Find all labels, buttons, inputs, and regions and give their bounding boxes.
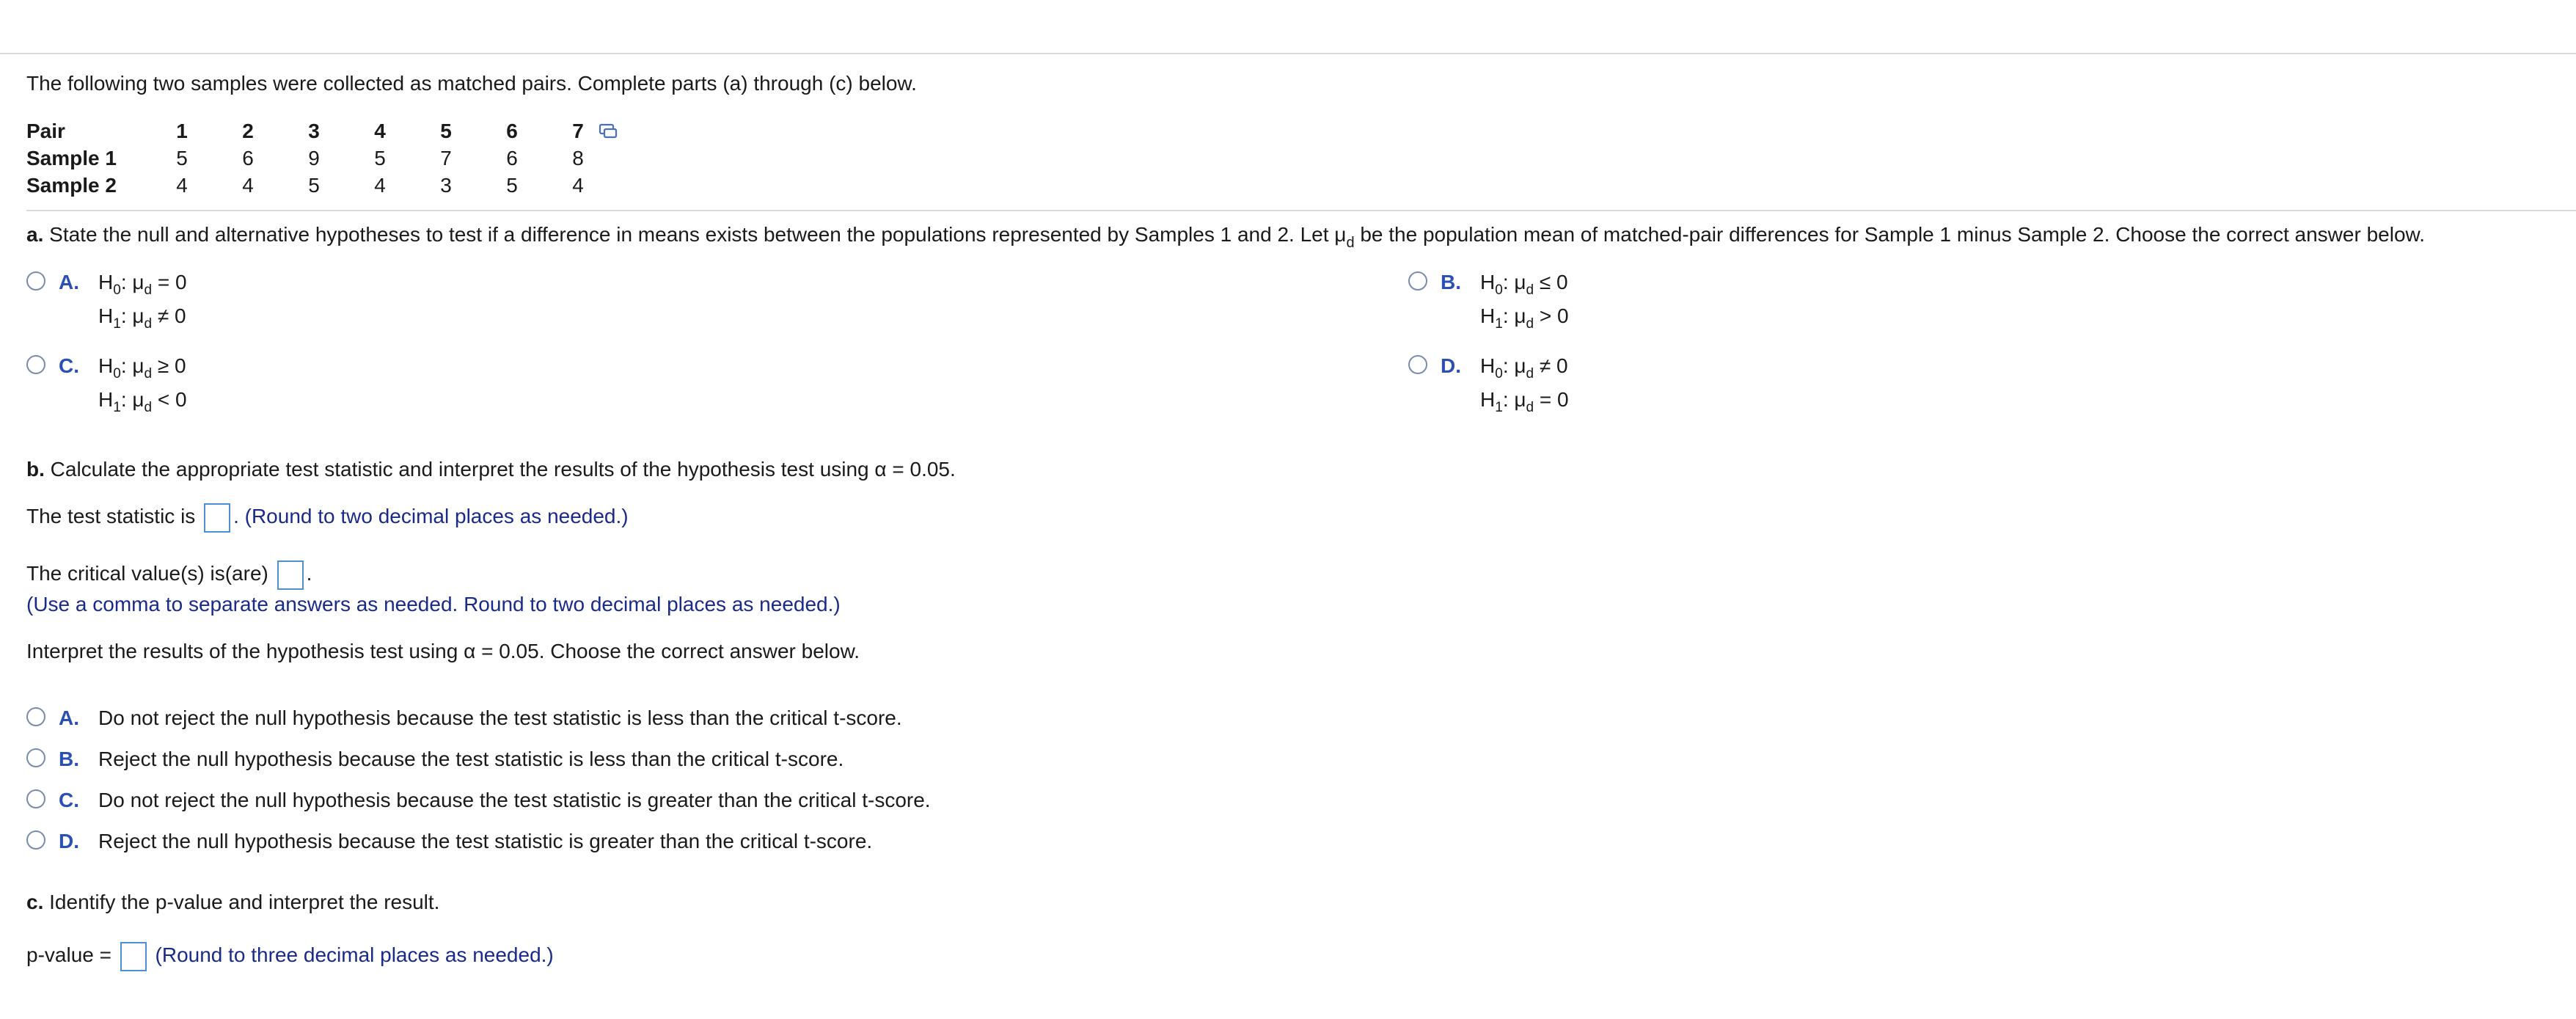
- mu-symbol: μ: [132, 271, 144, 293]
- alternative-hypothesis: $H_1$: $\mu_d \ne 0$: [98, 304, 186, 332]
- p-value-hint: (Round to three decimal places as needed.): [155, 943, 554, 966]
- h1-sub: 1: [113, 316, 121, 332]
- part-a-option-a[interactable]: [26, 266, 466, 339]
- mu-symbol: μ: [132, 354, 144, 377]
- part-c-letter: c.: [26, 891, 44, 913]
- option-letter: B.: [1441, 271, 1461, 293]
- critical-value-end: .: [306, 562, 312, 585]
- part-a-option-d[interactable]: [1408, 349, 1848, 423]
- mu-subscript: d: [1526, 366, 1534, 381]
- mu-symbol: μ: [1514, 271, 1526, 293]
- test-statistic-label: The test statistic is: [26, 505, 196, 527]
- mu-subscript: d: [1346, 235, 1355, 251]
- critical-value-label: The critical value(s) is(are): [26, 562, 268, 585]
- part-b-option-c[interactable]: [26, 784, 1053, 817]
- h1-operator: ≠: [157, 304, 169, 327]
- hypothesis-pair: [98, 349, 187, 417]
- pair-cell: 4: [374, 120, 386, 142]
- part-b-letter: b.: [26, 458, 45, 481]
- radio-button[interactable]: [26, 355, 45, 374]
- mu-subscript: d: [1526, 400, 1534, 415]
- h0-operator: ≠: [1539, 354, 1551, 377]
- mu-subscript: d: [144, 282, 153, 298]
- h1-operator: =: [1539, 388, 1552, 411]
- h1-sub: 1: [113, 400, 121, 415]
- option-letter: B.: [59, 748, 79, 770]
- h1-operator: >: [1539, 304, 1552, 327]
- h0-label: H: [1480, 271, 1496, 293]
- test-statistic-hint: . (Round to two decimal places as needed.): [233, 505, 629, 527]
- radio-button[interactable]: [1408, 271, 1427, 291]
- critical-value-input[interactable]: [277, 560, 304, 590]
- h0-operator: =: [157, 271, 170, 293]
- part-b-option-d[interactable]: [26, 825, 1053, 858]
- part-a-option-b[interactable]: [1408, 266, 1848, 339]
- radio-button[interactable]: [26, 748, 45, 767]
- top-divider: [0, 53, 2576, 54]
- option-letter: A.: [59, 706, 79, 729]
- row-label-sample1: Sample 1: [26, 147, 117, 169]
- question-intro: The following two samples were collected as matched pairs. Complete parts (a) through (c) below.: [26, 72, 917, 95]
- part-c-prompt: [26, 889, 439, 916]
- h0-sub: 0: [113, 282, 121, 298]
- part-a-text-after: be the population mean of matched-pair differences for Sample 1 minus Sample 2. Choose the correct answer below.: [1354, 223, 2425, 246]
- mu-subscript: d: [1526, 316, 1534, 332]
- h1-label: H: [1480, 304, 1496, 327]
- mu-symbol: μ: [1514, 354, 1526, 377]
- row-label-sample2: Sample 2: [26, 174, 117, 197]
- test-statistic-row: [26, 500, 629, 533]
- hypothesis-pair: [1480, 349, 1569, 417]
- sample1-cell: 7: [440, 147, 452, 169]
- h1-label: H: [98, 388, 114, 411]
- radio-button[interactable]: [26, 789, 45, 808]
- mu-symbol: μ: [1334, 223, 1347, 246]
- sample2-cell: 4: [374, 174, 386, 197]
- part-a-letter: a.: [26, 223, 44, 246]
- h0-value: 0: [175, 271, 187, 293]
- part-c-text: Identify the p-value and interpret the result.: [49, 891, 440, 913]
- option-text: Do not reject the null hypothesis because the test statistic is greater than the critical t-score.: [98, 789, 931, 811]
- h1-operator: <: [157, 388, 170, 411]
- copy-data-icon[interactable]: [599, 123, 618, 139]
- pair-cell: 3: [308, 120, 320, 142]
- h0-label: H: [98, 271, 114, 293]
- option-letter: A.: [59, 271, 79, 293]
- h1-label: H: [98, 304, 114, 327]
- part-b-prompt: [26, 456, 956, 483]
- mu-subscript: d: [144, 316, 153, 332]
- sample1-cell: 5: [176, 147, 188, 169]
- sample2-cell: 5: [308, 174, 320, 197]
- h1-sub: 1: [1495, 400, 1503, 415]
- radio-button[interactable]: [26, 707, 45, 726]
- alternative-hypothesis: $H_1$: $\mu_d < 0$: [98, 388, 187, 415]
- null-hypothesis: $H_0$: $\mu_d \le 0$: [1480, 271, 1568, 298]
- pair-cell: 1: [176, 120, 188, 142]
- option-text: Do not reject the null hypothesis because the test statistic is less than the critical t-score.: [98, 706, 902, 729]
- part-a-prompt: [26, 222, 2425, 250]
- h0-sub: 0: [1495, 282, 1503, 298]
- null-hypothesis: $H_0$: $\mu_d \ge 0$: [98, 354, 186, 381]
- sample2-cell: 4: [242, 174, 254, 197]
- row-label-pair: Pair: [26, 120, 65, 142]
- section-divider: [26, 210, 2576, 211]
- pair-cell: 2: [242, 120, 254, 142]
- mu-subscript: d: [144, 366, 153, 381]
- h1-value: 0: [175, 388, 187, 411]
- hypothesis-pair: [98, 266, 187, 333]
- pair-cell: 6: [506, 120, 518, 142]
- h0-value: 0: [1556, 271, 1568, 293]
- alternative-hypothesis: $H_1$: $\mu_d = 0$: [1480, 388, 1569, 415]
- option-text: Reject the null hypothesis because the test statistic is greater than the critical t-score.: [98, 830, 873, 852]
- alternative-hypothesis: $H_1$: $\mu_d > 0$: [1480, 304, 1569, 332]
- mu-symbol: μ: [132, 388, 144, 411]
- hypothesis-pair: [1480, 266, 1569, 333]
- sample2-cell: 4: [176, 174, 188, 197]
- h0-sub: 0: [113, 366, 121, 381]
- test-statistic-input[interactable]: [204, 503, 230, 533]
- option-letter: C.: [59, 354, 79, 377]
- radio-button[interactable]: [26, 830, 45, 850]
- option-letter: D.: [59, 830, 79, 852]
- h1-value: 0: [175, 304, 186, 327]
- null-hypothesis: $H_0$: $\mu_d \ne 0$: [1480, 354, 1568, 381]
- h0-operator: ≤: [1539, 271, 1551, 293]
- sample2-cell: 5: [506, 174, 518, 197]
- h0-value: 0: [1556, 354, 1568, 377]
- p-value-input[interactable]: [120, 942, 147, 971]
- h0-value: 0: [175, 354, 186, 377]
- mu-symbol: μ: [1514, 304, 1526, 327]
- h1-label: H: [1480, 388, 1496, 411]
- mu-subscript: d: [144, 400, 153, 415]
- sample2-cell: 4: [572, 174, 584, 197]
- option-text: Reject the null hypothesis because the test statistic is less than the critical t-score.: [98, 748, 844, 770]
- sample2-cell: 3: [440, 174, 452, 197]
- radio-button[interactable]: [26, 271, 45, 291]
- critical-value-row: [26, 558, 312, 590]
- part-a-option-c[interactable]: [26, 349, 466, 423]
- mu-symbol: μ: [1514, 388, 1526, 411]
- h0-label: H: [98, 354, 114, 377]
- option-letter: C.: [59, 789, 79, 811]
- part-b-text: Calculate the appropriate test statistic and interpret the results of the hypothesis test using α = 0.05.: [50, 458, 956, 481]
- sample1-cell: 9: [308, 147, 320, 169]
- pair-cell: 7: [572, 120, 584, 142]
- part-b-option-a[interactable]: [26, 701, 1053, 735]
- p-value-label: p-value =: [26, 943, 111, 966]
- part-a-text-before: State the null and alternative hypotheses to test if a difference in means exists between the populations represented by Samples 1 and 2. Let: [49, 223, 1335, 246]
- null-hypothesis: $H_0$: $\mu_d = 0$: [98, 271, 187, 298]
- interpret-prompt: Interpret the results of the hypothesis test using α = 0.05. Choose the correct answer below.: [26, 640, 860, 662]
- critical-value-hint: (Use a comma to separate answers as needed. Round to two decimal places as needed.): [26, 593, 841, 616]
- sample1-cell: 8: [572, 147, 584, 169]
- radio-button[interactable]: [1408, 355, 1427, 374]
- sample1-cell: 6: [242, 147, 254, 169]
- pair-cell: 5: [440, 120, 452, 142]
- h1-value: 0: [1557, 388, 1569, 411]
- h0-label: H: [1480, 354, 1496, 377]
- p-value-row: [26, 939, 554, 971]
- part-b-option-b[interactable]: [26, 742, 1053, 776]
- mu-subscript: d: [1526, 282, 1534, 298]
- option-letter: D.: [1441, 354, 1461, 377]
- h1-value: 0: [1557, 304, 1569, 327]
- mu-symbol: μ: [132, 304, 144, 327]
- sample1-cell: 6: [506, 147, 518, 169]
- sample1-cell: 5: [374, 147, 386, 169]
- h0-sub: 0: [1495, 366, 1503, 381]
- h1-sub: 1: [1495, 316, 1503, 332]
- h0-operator: ≥: [157, 354, 169, 377]
